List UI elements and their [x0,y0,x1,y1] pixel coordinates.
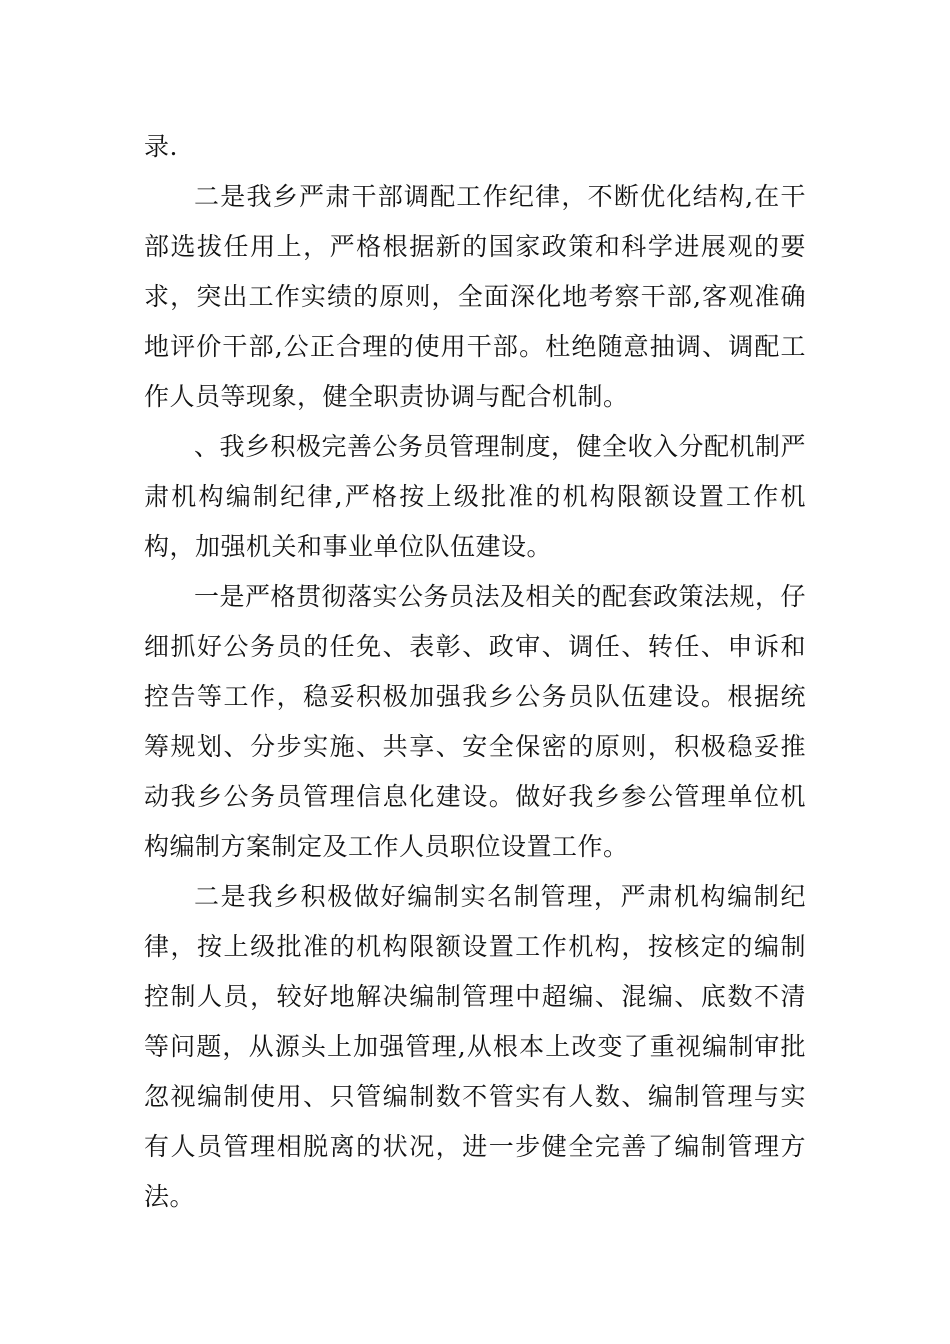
paragraph-continuation: 录. [144,132,178,161]
paragraph-civil-servant-law: 一是严格贯彻落实公务员法及相关的配套政策法规，仔细抓好公务员的任免、表彰、政审、调任、转任、申诉和控告等工作，稳妥积极加强我乡公务员队伍建设。根据统筹规划、分步实施、共享、安全保密的原则，积极稳妥推动我乡公务员管理信息化建设。做好我乡参公管理单位机构编制方案制定及工作人员职位设置工作。 [144,582,807,861]
document-body [144,122,806,1222]
paragraph-staffing-management: 二是我乡积极做好编制实名制管理，严肃机构编制纪律，按上级批准的机构限额设置工作机构，按核定的编制控制人员，较好地解决编制管理中超编、混编、底数不清等问题，从源头上加强管理,从根本上改变了重视编制审批忽视编制使用、只管编制数不管实有人数、编制管理与实有人员管理相脱离的状况，进一步健全完善了编制管理方法。 [144,882,806,1211]
paragraph-cadre-allocation: 二是我乡严肃干部调配工作纪律，不断优化结构,在干部选拔任用上，严格根据新的国家政策和科学进展观的要求，突出工作实绩的原则，全面深化地考察干部,客观准确地评价干部,公正合理的使用干部。杜绝随意抽调、调配工作人员等现象，健全职责协调与配合机制。 [144,182,806,411]
paragraph-civil-servant-management: 、我乡积极完善公务员管理制度，健全收入分配机制严肃机构编制纪律,严格按上级批准的机构限额设置工作机构，加强机关和事业单位队伍建设。 [144,432,807,561]
